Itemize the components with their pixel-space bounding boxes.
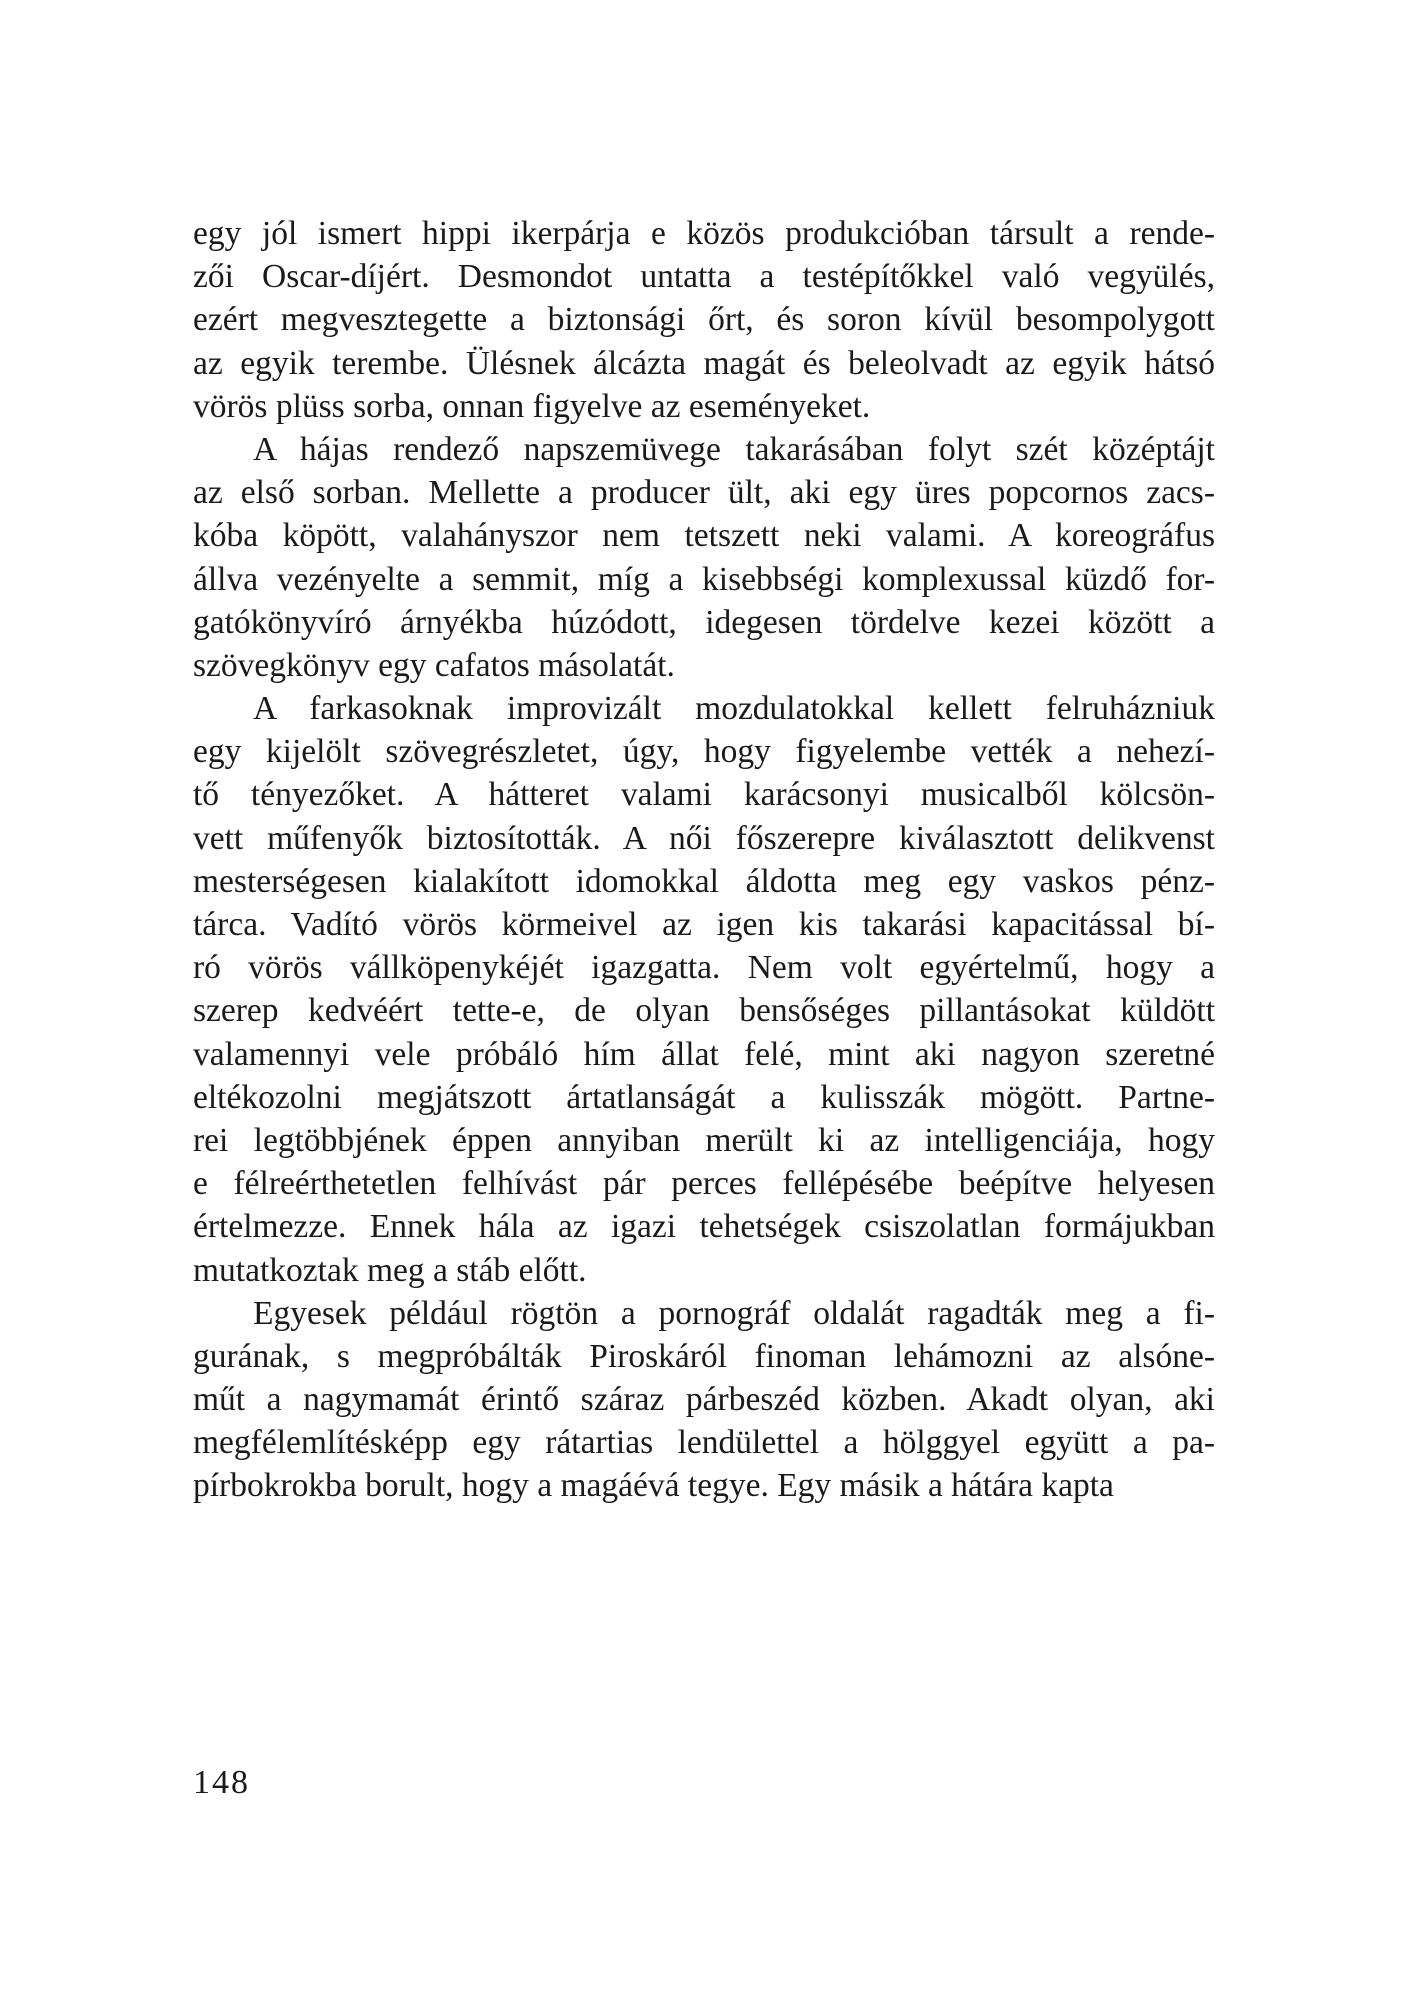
text-line: A hájas rendező napszemüvege takarásában folyt szét középtájt	[253, 430, 1215, 468]
text-line: egy kijelölt szövegrészletet, úgy, hogy figyelembe vették a nehezí-	[193, 733, 1215, 771]
text-line: ró vörös vállköpenykéjét igazgatta. Nem volt egyértelmű, hogy a	[193, 949, 1215, 987]
text-line: A farkasoknak improvizált mozdulatokkal kellett felruházniuk	[253, 690, 1215, 728]
text-line: szerep kedvéért tette-e, de olyan bensőséges pillantásokat küldött	[193, 992, 1215, 1030]
text-line: egy jól ismert hippi ikerpárja e közös produkcióban társult a rende-	[193, 215, 1215, 252]
paragraph	[193, 428, 1215, 687]
text-line: vörös plüss sorba, onnan figyelve az eseményeket.	[193, 387, 871, 425]
paragraph	[193, 687, 1215, 1292]
text-line: pírbokrokba borult, hogy a magáévá tegye. Egy másik a hátára kapta	[193, 1467, 1114, 1505]
paragraph	[193, 212, 1215, 428]
text-line: Egyesek például rögtön a pornográf oldalát ragadták meg a fi-	[253, 1294, 1215, 1332]
text-line: megfélemlítésképp egy rátartias lendülettel a hölggyel együtt a pa-	[193, 1424, 1215, 1462]
text-line: valamennyi vele próbáló hím állat felé, mint aki nagyon szeretné	[193, 1035, 1215, 1073]
page-number: 148	[193, 1764, 250, 1801]
text-line: szövegkönyv egy cafatos másolatát.	[193, 646, 675, 684]
paragraph	[193, 1292, 1215, 1508]
text-line: rei legtöbbjének éppen annyiban merült ki az intelligenciája, hogy	[193, 1121, 1215, 1159]
text-line: az egyik terembe. Ülésnek álcázta magát és beleolvadt az egyik hátsó	[193, 344, 1215, 382]
text-line: az első sorban. Mellette a producer ült, aki egy üres popcornos zacs-	[193, 474, 1215, 512]
text-line: vett műfenyők biztosították. A női főszerepre kiválasztott delikvenst	[193, 819, 1215, 857]
text-line: tő tényezőket. A hátteret valami karácsonyi musicalből kölcsön-	[193, 776, 1215, 814]
text-line: tárca. Vadító vörös körmeivel az igen kis takarási kapacitással bí-	[193, 906, 1215, 943]
text-line: gurának, s megpróbálták Piroskáról finoman lehámozni az alsóne-	[193, 1337, 1215, 1375]
text-line: állva vezényelte a semmit, míg a kisebbségi komplexussal küzdő for-	[193, 560, 1215, 598]
text-line: értelmezze. Ennek hála az igazi tehetségek csiszolatlan formájukban	[193, 1208, 1215, 1246]
body-text	[193, 212, 1215, 1508]
text-line: műt a nagymamát érintő száraz párbeszéd közben. Akadt olyan, aki	[193, 1381, 1215, 1419]
text-line: eltékozolni megjátszott ártatlanságát a kulisszák mögött. Partne-	[193, 1078, 1215, 1116]
text-line: kóba köpött, valahányszor nem tetszett neki valami. A koreográfus	[193, 517, 1215, 555]
text-line: zői Oscar-díjért. Desmondot untatta a testépítőkkel való vegyülés,	[193, 258, 1215, 296]
text-line: e félreérthetetlen felhívást pár perces fellépésébe beépítve helyesen	[193, 1165, 1215, 1203]
text-line: gatókönyvíró árnyékba húzódott, idegesen tördelve kezei között a	[193, 603, 1215, 641]
text-line: mesterségesen kialakított idomokkal áldotta meg egy vaskos pénz-	[193, 862, 1215, 900]
text-line: mutatkoztak meg a stáb előtt.	[193, 1251, 587, 1289]
text-line: ezért megvesztegette a biztonsági őrt, és soron kívül besompolygott	[193, 301, 1215, 339]
